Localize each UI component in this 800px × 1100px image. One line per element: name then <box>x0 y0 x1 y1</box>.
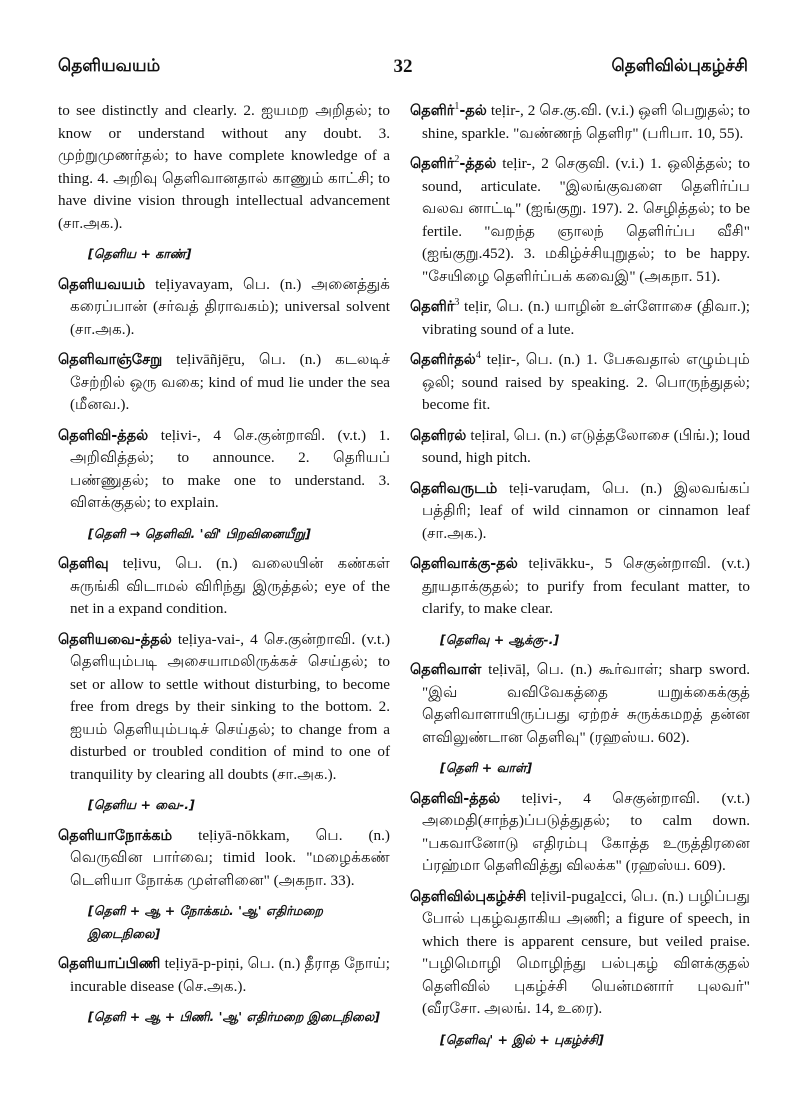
headword-suffix: -த்தல் <box>459 156 497 172</box>
entry-body: teḷiyā-p-piṇi, பெ. (n.) தீராத நோய்; incurable disease (செ.அக.). <box>70 955 390 995</box>
entry-body: teḷiyavayam, பெ. (n.) அனைத்துக் கரைப்பான் (சர்வத் திராவகம்); universal solvent (சா.அக.). <box>70 275 390 338</box>
headword: தெளிரல் <box>410 427 467 444</box>
entry-continuation: to see distinctly and clearly. 2. ஐயமற அறிதல்; to know or understand without any doubt. 3. முற்றுமுணர்தல்; to have complete knowledge of a thing. 4. அறிவு தெளிவானதால் காணும் காட்சி; to have divine vision through intellectual advancement (சா.அக.). <box>58 102 390 232</box>
etymology: [தெளிவு' + இல் + புகழ்ச்சி] <box>440 1031 604 1047</box>
entry-body: teḷivil-pugaḻcci, பெ. (n.) பழிப்பது போல் புகழ்வதாகிய அணி; a figure of speech, in which there is apparent censure, but veiled praise. "பழிமொழி மொழிந்து பல்புகழ் விளக்குதல் தெளிவில் புகழ்ச்சி யென்மனார் புலவர்" (வீரசோ. அலங். 14, உரை). <box>422 887 750 1017</box>
entry-body: teḷivi-, 4 செ.குன்றாவி. (v.t.) 1. அறிவித்தல்; to announce. 2. தெரியப் பண்ணுதல்; to make one to understand. 3. விளக்குதல்; to explain. <box>70 426 390 511</box>
entry-body: teḷir-, பெ. (n.) 1. பேசுவதால் எழும்பும் ஒலி; sound raised by speaking. 2. பொருந்துதல்; become fit. <box>422 351 750 413</box>
headword: தெளிர் <box>410 156 455 172</box>
running-head-right: தெளிவில்புகழ்ச்சி <box>611 56 748 76</box>
etymology: [தெளி + வாள்] <box>440 760 533 775</box>
entry-telir2-ttal <box>410 153 750 288</box>
headword: தெளிவாக்கு-தல் <box>410 556 518 572</box>
headword: தெளிவில்புகழ்ச்சி <box>410 888 527 905</box>
entry-telirtal4 <box>410 349 750 417</box>
homonym-number: 4 <box>475 349 481 361</box>
entry-telivancheru <box>58 349 390 417</box>
entry-teliral <box>410 425 750 470</box>
entry-telir1-tal <box>410 100 750 145</box>
entry-body: teḷiyā-nōkkam, பெ. (n.) வெருவின பார்வை; timid look. "மழைக்கண் டெளியா நோக்க முள்ளினை" (அகநா. 33). <box>70 826 390 889</box>
etymology: [தெளிய + காண்] <box>88 246 192 261</box>
headword: தெளிர் <box>410 299 455 315</box>
entry-teliyanokkam <box>58 825 390 893</box>
right-column <box>410 100 750 1059</box>
entry-body: teḷiya-vai-, 4 செ.குன்றாவி. (v.t.) தெளியும்படி அசையாமலிருக்கச் செய்தல்; to set or allow to settle without disturbing, to become free from dregs by their sinking to the bottom. 2. ஐயம் தெளியும்படிச் செய்தல்; to change from a disturbed or troubled condition of mind to one of tranquility by clearing all doubts (சா.அக.). <box>70 630 390 783</box>
entry-body: teḷivi-, 4 செகுன்றாவி. (v.t.) அமைதி(சாந்த)ப்படுத்துதல்; to calm down. "பகவானோடு எதிரம்பு கோத்த உருத்திரனை ப்ரஹ்மா தெளிவித்து விலக்க" (ரஹஸ்ய. 609). <box>422 789 750 874</box>
headword: தெளிவி-த்தல் <box>58 427 149 444</box>
headword: தெளிவாஞ்சேறு <box>58 352 163 368</box>
entry-body: teḷivāḷ, பெ. (n.) கூர்வாள்; sharp sword. "இவ் வவிவேகத்தை யறுக்கைக்குத் தெளிவாளாயிருப்பது ஏற்றச் சுருக்கமறத் தன்ன ளவிலுண்டான தெளிவு" (ரஹஸ்ய. 602). <box>422 661 750 746</box>
entry-telival <box>410 659 750 749</box>
entry-telivilpugalcci <box>410 886 750 1021</box>
headword: தெளிவருடம் <box>410 480 498 497</box>
etymology: [தெளி + ஆ + நோக்கம். 'ஆ' எதிர்மறை இடைநிலை] <box>88 903 323 941</box>
headword: தெளியாநோக்கம் <box>58 827 173 844</box>
homonym-number: 3 <box>454 296 460 308</box>
homonym-number: 1 <box>454 100 460 112</box>
entry-teliyavayam <box>58 274 390 342</box>
headword: தெளிவி-த்தல் <box>410 790 501 807</box>
headword: தெளியவயம் <box>58 276 146 293</box>
page-header <box>58 52 748 82</box>
headword: தெளிவு <box>58 556 109 572</box>
entry-body: teḷivākku-, 5 செகுன்றாவி. (v.t.) தூயதாக்குதல்; to purify from feculant matter, to clarify, to make clear. <box>422 555 750 617</box>
entry-telivu <box>58 553 390 621</box>
entry-body: teḷir-, 2 செ.கு.வி. (v.i.) ஒளி பெறுதல்; to shine, sparkle. "வண்ணந் தெளிர" (பரிபா. 10, 55). <box>422 102 750 142</box>
headword-suffix: -தல் <box>459 103 487 119</box>
entry-body: teḷivu, பெ. (n.) வலையின் கண்கள் சுருங்கி விடாமல் விரிந்து இருத்தல்; eye of the net in a expand condition. <box>70 555 390 617</box>
entry-telivi-ttal-2 <box>410 788 750 878</box>
running-head-left: தெளியவயம் <box>58 56 161 76</box>
etymology: [தெளி + ஆ + பிணி. 'ஆ' எதிர்மறை இடைநிலை] <box>88 1009 380 1024</box>
entry-body: teḷivāñjēṟu, பெ. (n.) கடலடிச் சேற்றில் ஒரு வகை; kind of mud lie under the sea (மீனவ.). <box>70 351 390 413</box>
headword: தெளிர் <box>410 103 455 119</box>
entry-teliyappini <box>58 953 390 998</box>
left-column <box>58 100 390 1037</box>
etymology: [தெளிவு + ஆக்கு-.] <box>440 631 560 647</box>
entry-body: teḷir-, 2 செகுவி. (v.i.) 1. ஒலித்தல்; to sound, articulate. "இலங்குவளை தெளிர்ப்ப வலவ னாட்டி" (ஐங்குறு. 197). 2. செழித்தல்; to be fertile. "வறந்த ஞாலந் தெளிர்ப்ப வீசி" (ஐங்குறு.452). 3. மகிழ்ச்சியுறுதல்; to be happy. "சேயிழை தெளிர்ப்பக் கவைஇ" (அகநா. 51). <box>422 155 750 285</box>
headword: தெளிவாள் <box>410 662 482 678</box>
entry-telir3 <box>410 296 750 341</box>
entry-body: teḷir, பெ. (n.) யாழின் உள்ளோசை (திவா.); vibrating sound of a lute. <box>422 298 750 338</box>
entry-telivakku-tal <box>410 553 750 621</box>
entry-teliyavai-ttal <box>58 629 390 787</box>
entry-telivi-ttal <box>58 425 390 515</box>
entry-body: teḷi-varuḍam, பெ. (n.) இலவங்கப் பத்திரி; leaf of wild cinnamon or cinnamon leaf (சா.அக.). <box>422 479 750 542</box>
etymology: [தெளிய + வை-.] <box>88 797 195 812</box>
entry-telivarudam <box>410 478 750 546</box>
page-number: 32 <box>393 56 413 77</box>
headword: தெளிர்தல் <box>410 352 476 368</box>
headword: தெளியாப்பிணி <box>58 956 161 972</box>
headword: தெளியவை-த்தல் <box>58 631 172 648</box>
homonym-number: 2 <box>454 153 460 165</box>
entry-body: teḷiral, பெ. (n.) எடுத்தலோசை (பிங்.); loud sound, high pitch. <box>422 426 750 466</box>
etymology: [தெளி → தெளிவி. 'வி' பிறவினையீறு] <box>88 525 311 541</box>
